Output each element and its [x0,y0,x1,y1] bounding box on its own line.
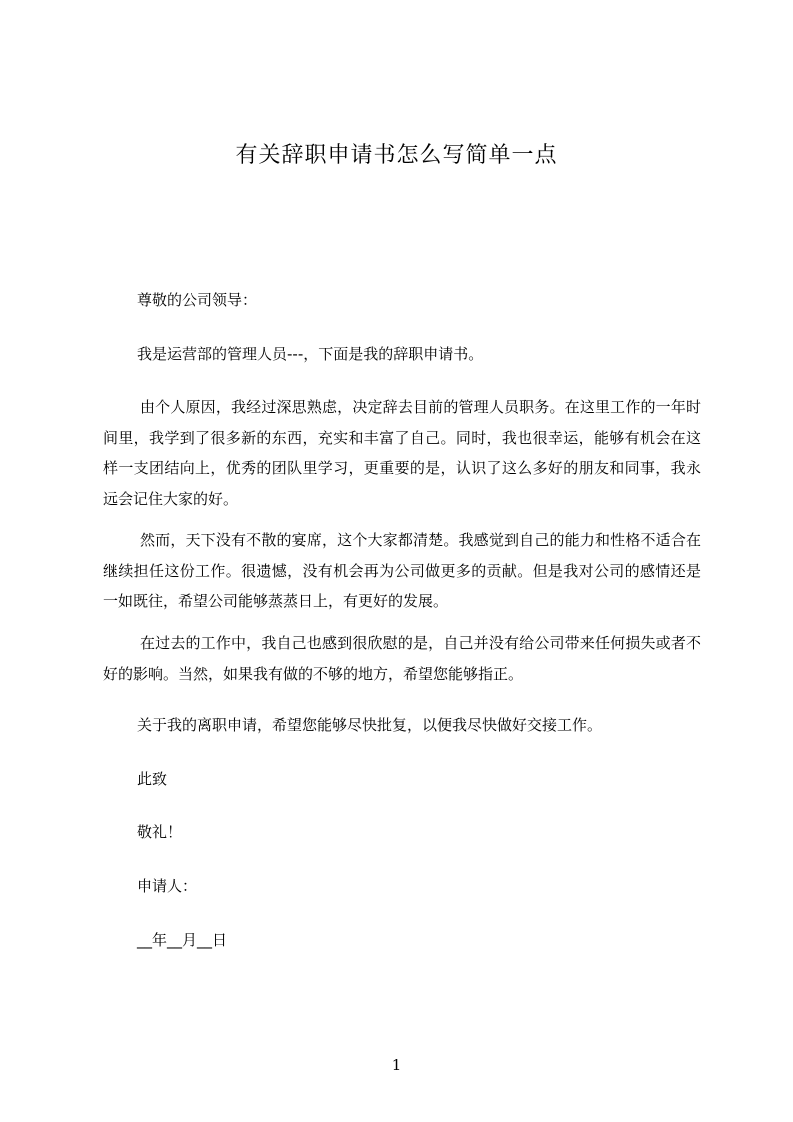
request-line: 关于我的离职申请，希望您能够尽快批复，以便我尽快做好交接工作。 [137,716,603,734]
body-paragraph-2: 然而，天下没有不散的宴席，这个大家都清楚。我感觉到自己的能力和性格不适合在继续担任这份工作。很遗憾，没有机会再为公司做更多的贡献。但是我对公司的感情还是一如既往，希望公司能够蒸蒸日上，有更好的发展。 [103,531,701,610]
body-paragraph-3: 在过去的工作中，我自己也感到很欣慰的是，自己并没有给公司带来任何损失或者不好的影响。当然，如果我有做的不够的地方，希望您能够指正。 [103,634,701,683]
intro-line: 我是运营部的管理人员---，下面是我的辞职申请书。 [137,345,484,363]
applicant-label: 申请人： [137,877,198,895]
document-title: 有关辞职申请书怎么写简单一点 [235,143,558,168]
closing-line-1: 此致 [137,770,168,788]
body-paragraph-1: 由个人原因，我经过深思熟虑，决定辞去目前的管理人员职务。在这里工作的一年时间里，我学到了很多新的东西，充实和丰富了自己。同时，我也很幸运，能够有机会在这样一支团结向上，优秀的团队里学习，更重要的是，认识了这么多好的朋友和同事，我永远会记住大家的好。 [103,398,701,508]
page-number: 1 [391,1056,402,1074]
date-line: __年__月__日 [137,931,228,949]
closing-line-2: 敬礼！ [137,823,183,841]
salutation: 尊敬的公司领导： [137,291,258,309]
